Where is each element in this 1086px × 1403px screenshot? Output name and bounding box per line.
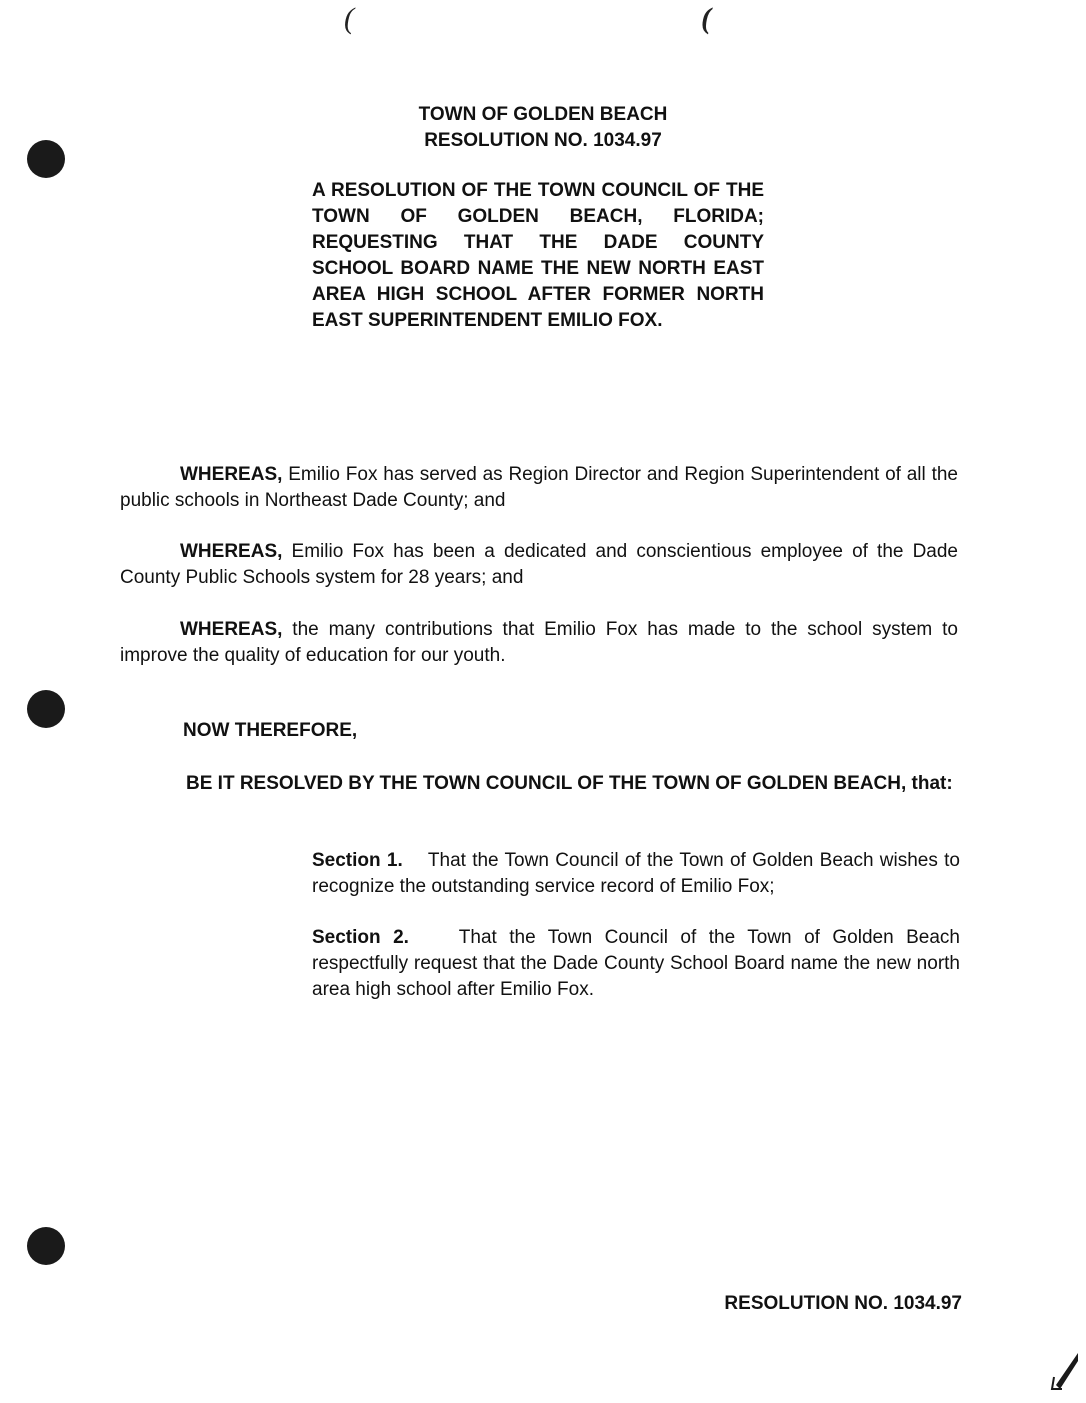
section-label: Section 2. bbox=[312, 927, 409, 948]
whereas-clause-2 bbox=[120, 539, 958, 591]
section-1 bbox=[312, 848, 960, 900]
section-2 bbox=[312, 925, 960, 1003]
whereas-text: Emilio Fox has been a dedicated and conscientious employee of the Dade County Public Schools system for 28 years; and bbox=[120, 541, 958, 588]
resolution-number: RESOLUTION NO. 1034.97 bbox=[424, 130, 662, 151]
whereas-text: Emilio Fox has served as Region Director and Region Superintendent of all the public schools in Northeast Dade County; and bbox=[120, 464, 958, 511]
whereas-clause-3 bbox=[120, 617, 958, 669]
town-name: TOWN OF GOLDEN BEACH bbox=[418, 104, 668, 125]
section-label: Section 1. bbox=[312, 850, 403, 871]
corner-scan-mark-icon bbox=[1050, 1351, 1080, 1391]
whereas-lead: WHEREAS, bbox=[180, 619, 283, 640]
resolved-clause: BE IT RESOLVED BY THE TOWN COUNCIL OF THE TOWN OF GOLDEN BEACH, that: bbox=[186, 773, 953, 794]
scan-mark-left: ( bbox=[344, 2, 354, 35]
now-therefore: NOW THEREFORE, bbox=[183, 720, 358, 741]
section-text: That the Town Council of the Town of Golden Beach wishes to recognize the outstanding service record of Emilio Fox; bbox=[312, 850, 961, 897]
scan-mark-right: ( bbox=[701, 2, 711, 35]
whereas-lead: WHEREAS, bbox=[180, 541, 283, 562]
resolution-caption: A RESOLUTION OF THE TOWN COUNCIL OF THE TOWN OF GOLDEN BEACH, FLORIDA; REQUESTING THAT THE DADE COUNTY SCHOOL BOARD NAME THE NEW NORTH EAST AREA HIGH SCHOOL AFTER FORMER NORTH EAST SUPERINTENDENT EMILIO FOX. bbox=[312, 180, 764, 331]
punch-hole-middle bbox=[27, 690, 65, 728]
whereas-clause-1 bbox=[120, 462, 958, 514]
punch-hole-bottom bbox=[27, 1227, 65, 1265]
whereas-lead: WHEREAS, bbox=[180, 464, 283, 485]
section-text: That the Town Council of the Town of Golden Beach respectfully request that the Dade County School Board name the new north area high school after Emilio Fox. bbox=[312, 927, 960, 1000]
whereas-text: the many contributions that Emilio Fox has made to the school system to improve the quality of education for our youth. bbox=[120, 619, 958, 666]
document-header bbox=[0, 102, 1086, 154]
footer-resolution-number: RESOLUTION NO. 1034.97 bbox=[724, 1293, 962, 1314]
